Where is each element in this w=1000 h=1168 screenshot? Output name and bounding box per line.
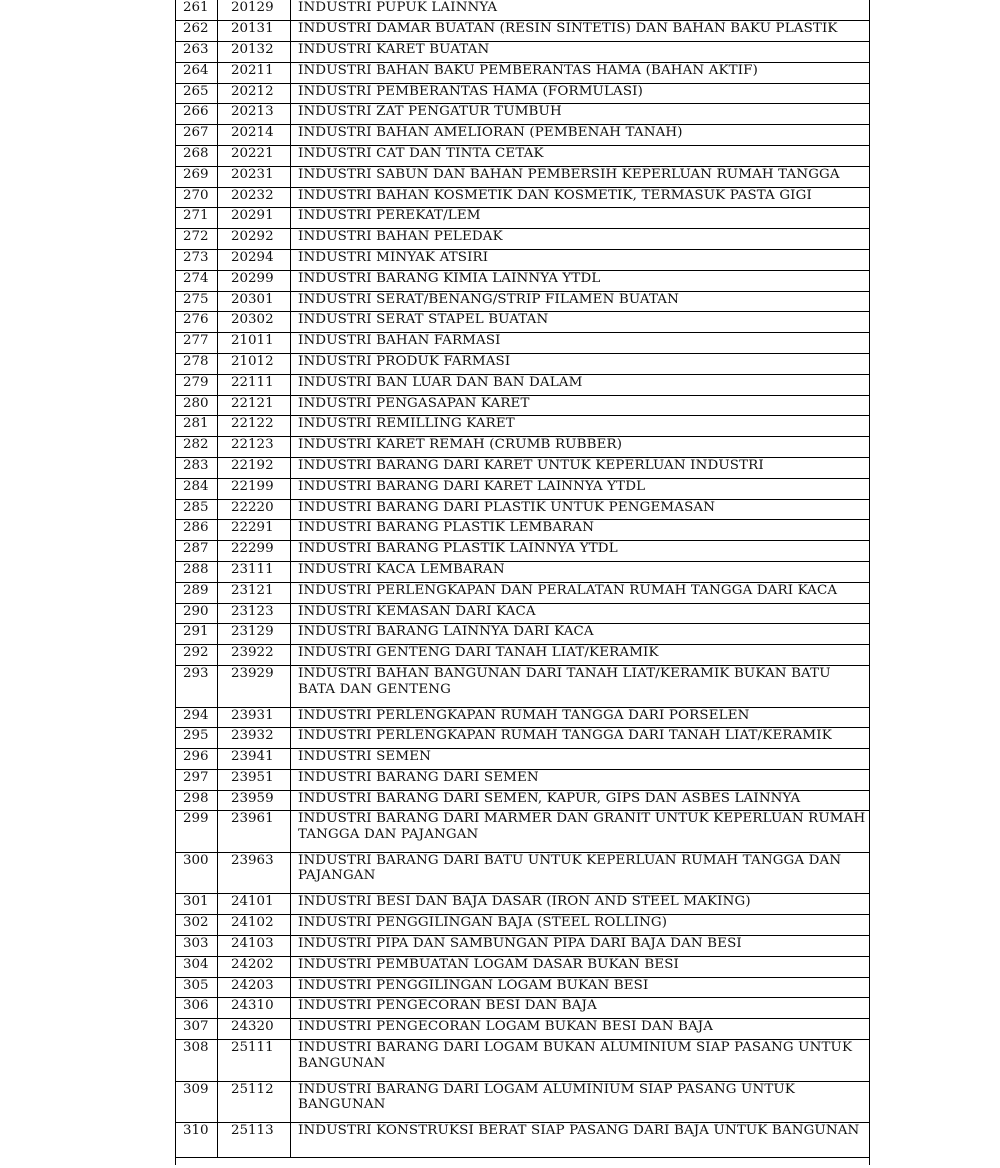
description-cell: INDUSTRI PENGECORAN BESI DAN BAJA bbox=[291, 998, 870, 1019]
description-cell: INDUSTRI KARET REMAH (CRUMB RUBBER) bbox=[291, 437, 870, 458]
description-cell: INDUSTRI MINYAK ATSIRI bbox=[291, 250, 870, 271]
row-number-cell: 268 bbox=[176, 146, 218, 167]
table-row bbox=[176, 146, 869, 167]
row-number-cell: 290 bbox=[176, 603, 218, 624]
row-number-cell: 300 bbox=[176, 852, 218, 894]
row-number-cell: 296 bbox=[176, 749, 218, 770]
row-number-cell: 306 bbox=[176, 998, 218, 1019]
description-cell: INDUSTRI PRODUK FARMASI bbox=[291, 354, 870, 375]
description-cell: INDUSTRI PENGGILINGAN BAJA (STEEL ROLLING) bbox=[291, 915, 870, 936]
table-row bbox=[176, 0, 869, 21]
table-row bbox=[176, 333, 869, 354]
kbli-code-cell: 20212 bbox=[218, 83, 291, 104]
row-number-cell: 291 bbox=[176, 624, 218, 645]
kbli-code-cell: 24101 bbox=[218, 894, 291, 915]
table-row bbox=[176, 624, 869, 645]
row-number-cell: 275 bbox=[176, 291, 218, 312]
row-number-cell: 271 bbox=[176, 208, 218, 229]
kbli-code-cell: 24320 bbox=[218, 1019, 291, 1040]
table-row bbox=[176, 956, 869, 977]
description-cell: INDUSTRI PENGASAPAN KARET bbox=[291, 395, 870, 416]
table-row bbox=[176, 1123, 869, 1158]
table-row bbox=[176, 582, 869, 603]
row-number-cell: 301 bbox=[176, 894, 218, 915]
kbli-code-cell: 20294 bbox=[218, 250, 291, 271]
description-cell: INDUSTRI GENTENG DARI TANAH LIAT/KERAMIK bbox=[291, 645, 870, 666]
row-number-cell: 282 bbox=[176, 437, 218, 458]
row-number-cell: 309 bbox=[176, 1081, 218, 1123]
table-row bbox=[176, 915, 869, 936]
table-row bbox=[176, 541, 869, 562]
kbli-code-cell: 20299 bbox=[218, 270, 291, 291]
row-number-cell: 279 bbox=[176, 374, 218, 395]
row-number-cell: 273 bbox=[176, 250, 218, 271]
row-number-cell: 272 bbox=[176, 229, 218, 250]
table-row bbox=[176, 728, 869, 749]
description-cell: INDUSTRI BAHAN FARMASI bbox=[291, 333, 870, 354]
row-number-cell: 274 bbox=[176, 270, 218, 291]
kbli-code-cell: 20213 bbox=[218, 104, 291, 125]
description-cell: INDUSTRI SERAT/BENANG/STRIP FILAMEN BUATAN bbox=[291, 291, 870, 312]
description-cell: INDUSTRI PERLENGKAPAN RUMAH TANGGA DARI TANAH LIAT/KERAMIK bbox=[291, 728, 870, 749]
kbli-code-cell: 23121 bbox=[218, 582, 291, 603]
kbli-code-cell: 23951 bbox=[218, 769, 291, 790]
kbli-code-cell: 24202 bbox=[218, 956, 291, 977]
kbli-code-cell: 24102 bbox=[218, 915, 291, 936]
row-number-cell: 295 bbox=[176, 728, 218, 749]
row-number-cell: 308 bbox=[176, 1040, 218, 1082]
table-row bbox=[176, 666, 869, 708]
table-row bbox=[176, 977, 869, 998]
table-row bbox=[176, 1019, 869, 1040]
row-number-cell: 267 bbox=[176, 125, 218, 146]
table-row bbox=[176, 312, 869, 333]
kbli-code-cell: 23929 bbox=[218, 666, 291, 708]
description-cell: INDUSTRI BAN LUAR DAN BAN DALAM bbox=[291, 374, 870, 395]
kbli-code-cell: 25112 bbox=[218, 1081, 291, 1123]
kbli-code-cell: 22121 bbox=[218, 395, 291, 416]
row-number-cell: 270 bbox=[176, 187, 218, 208]
row-number-cell: 302 bbox=[176, 915, 218, 936]
description-cell: INDUSTRI BESI DAN BAJA DASAR (IRON AND STEEL MAKING) bbox=[291, 894, 870, 915]
kbli-code-cell: 20211 bbox=[218, 62, 291, 83]
kbli-code-cell: 23963 bbox=[218, 852, 291, 894]
table-row bbox=[176, 416, 869, 437]
kbli-code-cell: 20292 bbox=[218, 229, 291, 250]
kbli-code-cell: 20232 bbox=[218, 187, 291, 208]
table-body bbox=[176, 0, 869, 1158]
table-row bbox=[176, 936, 869, 957]
table-row bbox=[176, 811, 869, 853]
table-row bbox=[176, 894, 869, 915]
description-cell: INDUSTRI PEMBERANTAS HAMA (FORMULASI) bbox=[291, 83, 870, 104]
kbli-code-cell: 25111 bbox=[218, 1040, 291, 1082]
table-row bbox=[176, 499, 869, 520]
kbli-table-page bbox=[175, 0, 870, 1165]
kbli-code-cell: 23129 bbox=[218, 624, 291, 645]
description-cell: INDUSTRI PENGECORAN LOGAM BUKAN BESI DAN BAJA bbox=[291, 1019, 870, 1040]
kbli-code-cell: 22122 bbox=[218, 416, 291, 437]
description-cell: INDUSTRI PERLENGKAPAN RUMAH TANGGA DARI PORSELEN bbox=[291, 707, 870, 728]
table-row bbox=[176, 852, 869, 894]
row-number-cell: 278 bbox=[176, 354, 218, 375]
row-number-cell: 297 bbox=[176, 769, 218, 790]
table-row bbox=[176, 562, 869, 583]
description-cell: INDUSTRI BARANG DARI BATU UNTUK KEPERLUAN RUMAH TANGGA DAN PAJANGAN bbox=[291, 852, 870, 894]
table-row bbox=[176, 998, 869, 1019]
table-row bbox=[176, 458, 869, 479]
description-cell: INDUSTRI PIPA DAN SAMBUNGAN PIPA DARI BAJA DAN BESI bbox=[291, 936, 870, 957]
kbli-code-cell: 23961 bbox=[218, 811, 291, 853]
row-number-cell: 298 bbox=[176, 790, 218, 811]
table-row bbox=[176, 166, 869, 187]
row-number-cell: 280 bbox=[176, 395, 218, 416]
row-number-cell: 293 bbox=[176, 666, 218, 708]
description-cell: INDUSTRI BARANG DARI LOGAM BUKAN ALUMINIUM SIAP PASANG UNTUK BANGUNAN bbox=[291, 1040, 870, 1082]
kbli-code-cell: 20301 bbox=[218, 291, 291, 312]
description-cell: INDUSTRI SERAT STAPEL BUATAN bbox=[291, 312, 870, 333]
table-row bbox=[176, 21, 869, 42]
kbli-code-cell: 20291 bbox=[218, 208, 291, 229]
table-row bbox=[176, 374, 869, 395]
row-number-cell: 266 bbox=[176, 104, 218, 125]
kbli-code-cell: 24103 bbox=[218, 936, 291, 957]
kbli-code-cell: 20129 bbox=[218, 0, 291, 21]
description-cell: INDUSTRI ZAT PENGATUR TUMBUH bbox=[291, 104, 870, 125]
row-number-cell: 294 bbox=[176, 707, 218, 728]
kbli-code-cell: 20221 bbox=[218, 146, 291, 167]
table-row bbox=[176, 437, 869, 458]
description-cell: INDUSTRI BARANG KIMIA LAINNYA YTDL bbox=[291, 270, 870, 291]
kbli-code-cell: 22291 bbox=[218, 520, 291, 541]
description-cell: INDUSTRI BARANG DARI KARET LAINNYA YTDL bbox=[291, 478, 870, 499]
row-number-cell: 281 bbox=[176, 416, 218, 437]
table-row bbox=[176, 395, 869, 416]
kbli-code-cell: 22123 bbox=[218, 437, 291, 458]
table-row bbox=[176, 229, 869, 250]
description-cell: INDUSTRI BARANG DARI KARET UNTUK KEPERLUAN INDUSTRI bbox=[291, 458, 870, 479]
description-cell: INDUSTRI BAHAN BANGUNAN DARI TANAH LIAT/KERAMIK BUKAN BATU BATA DAN GENTENG bbox=[291, 666, 870, 708]
row-number-cell: 299 bbox=[176, 811, 218, 853]
table-row bbox=[176, 478, 869, 499]
table-row bbox=[176, 354, 869, 375]
kbli-code-cell: 21012 bbox=[218, 354, 291, 375]
kbli-code-cell: 22192 bbox=[218, 458, 291, 479]
row-number-cell: 287 bbox=[176, 541, 218, 562]
table-row bbox=[176, 749, 869, 770]
table-row bbox=[176, 125, 869, 146]
kbli-code-cell: 22299 bbox=[218, 541, 291, 562]
description-cell: INDUSTRI BARANG DARI SEMEN bbox=[291, 769, 870, 790]
kbli-code-cell: 23123 bbox=[218, 603, 291, 624]
description-cell: INDUSTRI DAMAR BUATAN (RESIN SINTETIS) DAN BAHAN BAKU PLASTIK bbox=[291, 21, 870, 42]
table-row bbox=[176, 83, 869, 104]
description-cell: INDUSTRI PERLENGKAPAN DAN PERALATAN RUMAH TANGGA DARI KACA bbox=[291, 582, 870, 603]
description-cell: INDUSTRI BAHAN AMELIORAN (PEMBENAH TANAH) bbox=[291, 125, 870, 146]
row-number-cell: 305 bbox=[176, 977, 218, 998]
description-cell: INDUSTRI BARANG DARI SEMEN, KAPUR, GIPS DAN ASBES LAINNYA bbox=[291, 790, 870, 811]
description-cell: INDUSTRI BARANG DARI LOGAM ALUMINIUM SIAP PASANG UNTUK BANGUNAN bbox=[291, 1081, 870, 1123]
row-number-cell: 277 bbox=[176, 333, 218, 354]
kbli-code-cell: 22199 bbox=[218, 478, 291, 499]
description-cell: INDUSTRI KACA LEMBARAN bbox=[291, 562, 870, 583]
table-row bbox=[176, 250, 869, 271]
description-cell: INDUSTRI KONSTRUKSI BERAT SIAP PASANG DARI BAJA UNTUK BANGUNAN bbox=[291, 1123, 870, 1158]
table-row bbox=[176, 707, 869, 728]
table-row bbox=[176, 62, 869, 83]
kbli-code-cell: 20214 bbox=[218, 125, 291, 146]
table-row bbox=[176, 1040, 869, 1082]
row-number-cell: 303 bbox=[176, 936, 218, 957]
description-cell: INDUSTRI PUPUK LAINNYA bbox=[291, 0, 870, 21]
kbli-code-cell: 25113 bbox=[218, 1123, 291, 1158]
kbli-code-cell: 20231 bbox=[218, 166, 291, 187]
description-cell: INDUSTRI CAT DAN TINTA CETAK bbox=[291, 146, 870, 167]
kbli-code-cell: 23932 bbox=[218, 728, 291, 749]
row-number-cell: 286 bbox=[176, 520, 218, 541]
kbli-code-cell: 23959 bbox=[218, 790, 291, 811]
description-cell: INDUSTRI BAHAN BAKU PEMBERANTAS HAMA (BAHAN AKTIF) bbox=[291, 62, 870, 83]
table-row bbox=[176, 520, 869, 541]
description-cell: INDUSTRI SABUN DAN BAHAN PEMBERSIH KEPERLUAN RUMAH TANGGA bbox=[291, 166, 870, 187]
kbli-code-cell: 24203 bbox=[218, 977, 291, 998]
row-number-cell: 261 bbox=[176, 0, 218, 21]
row-number-cell: 307 bbox=[176, 1019, 218, 1040]
row-number-cell: 310 bbox=[176, 1123, 218, 1158]
row-number-cell: 304 bbox=[176, 956, 218, 977]
table-row bbox=[176, 790, 869, 811]
description-cell: INDUSTRI BARANG DARI PLASTIK UNTUK PENGEMASAN bbox=[291, 499, 870, 520]
description-cell: INDUSTRI BARANG PLASTIK LAINNYA YTDL bbox=[291, 541, 870, 562]
description-cell: INDUSTRI KEMASAN DARI KACA bbox=[291, 603, 870, 624]
row-number-cell: 289 bbox=[176, 582, 218, 603]
kbli-code-cell: 23931 bbox=[218, 707, 291, 728]
description-cell: INDUSTRI BARANG LAINNYA DARI KACA bbox=[291, 624, 870, 645]
description-cell: INDUSTRI PENGGILINGAN LOGAM BUKAN BESI bbox=[291, 977, 870, 998]
table-row bbox=[176, 42, 869, 63]
kbli-code-cell: 21011 bbox=[218, 333, 291, 354]
row-number-cell: 285 bbox=[176, 499, 218, 520]
kbli-code-cell: 20302 bbox=[218, 312, 291, 333]
description-cell: INDUSTRI BAHAN PELEDAK bbox=[291, 229, 870, 250]
table-row bbox=[176, 208, 869, 229]
table-row bbox=[176, 187, 869, 208]
description-cell: INDUSTRI BARANG DARI MARMER DAN GRANIT UNTUK KEPERLUAN RUMAH TANGGA DAN PAJANGAN bbox=[291, 811, 870, 853]
table-row bbox=[176, 291, 869, 312]
row-number-cell: 263 bbox=[176, 42, 218, 63]
kbli-code-cell: 23941 bbox=[218, 749, 291, 770]
table-row bbox=[176, 104, 869, 125]
description-cell: INDUSTRI KARET BUATAN bbox=[291, 42, 870, 63]
row-number-cell: 265 bbox=[176, 83, 218, 104]
description-cell: INDUSTRI SEMEN bbox=[291, 749, 870, 770]
row-number-cell: 288 bbox=[176, 562, 218, 583]
kbli-code-cell: 24310 bbox=[218, 998, 291, 1019]
row-number-cell: 262 bbox=[176, 21, 218, 42]
kbli-code-cell: 22111 bbox=[218, 374, 291, 395]
table-row bbox=[176, 769, 869, 790]
table-row bbox=[176, 270, 869, 291]
description-cell: INDUSTRI BARANG PLASTIK LEMBARAN bbox=[291, 520, 870, 541]
kbli-code-cell: 23922 bbox=[218, 645, 291, 666]
row-number-cell: 283 bbox=[176, 458, 218, 479]
description-cell: INDUSTRI PEMBUATAN LOGAM DASAR BUKAN BESI bbox=[291, 956, 870, 977]
kbli-code-cell: 22220 bbox=[218, 499, 291, 520]
table-row bbox=[176, 645, 869, 666]
row-number-cell: 264 bbox=[176, 62, 218, 83]
kbli-code-cell: 20131 bbox=[218, 21, 291, 42]
description-cell: INDUSTRI REMILLING KARET bbox=[291, 416, 870, 437]
table-row bbox=[176, 1081, 869, 1123]
row-number-cell: 276 bbox=[176, 312, 218, 333]
row-number-cell: 269 bbox=[176, 166, 218, 187]
description-cell: INDUSTRI BAHAN KOSMETIK DAN KOSMETIK, TERMASUK PASTA GIGI bbox=[291, 187, 870, 208]
kbli-code-cell: 23111 bbox=[218, 562, 291, 583]
row-number-cell: 292 bbox=[176, 645, 218, 666]
kbli-table bbox=[176, 0, 869, 1158]
table-row bbox=[176, 603, 869, 624]
kbli-code-cell: 20132 bbox=[218, 42, 291, 63]
description-cell: INDUSTRI PEREKAT/LEM bbox=[291, 208, 870, 229]
row-number-cell: 284 bbox=[176, 478, 218, 499]
